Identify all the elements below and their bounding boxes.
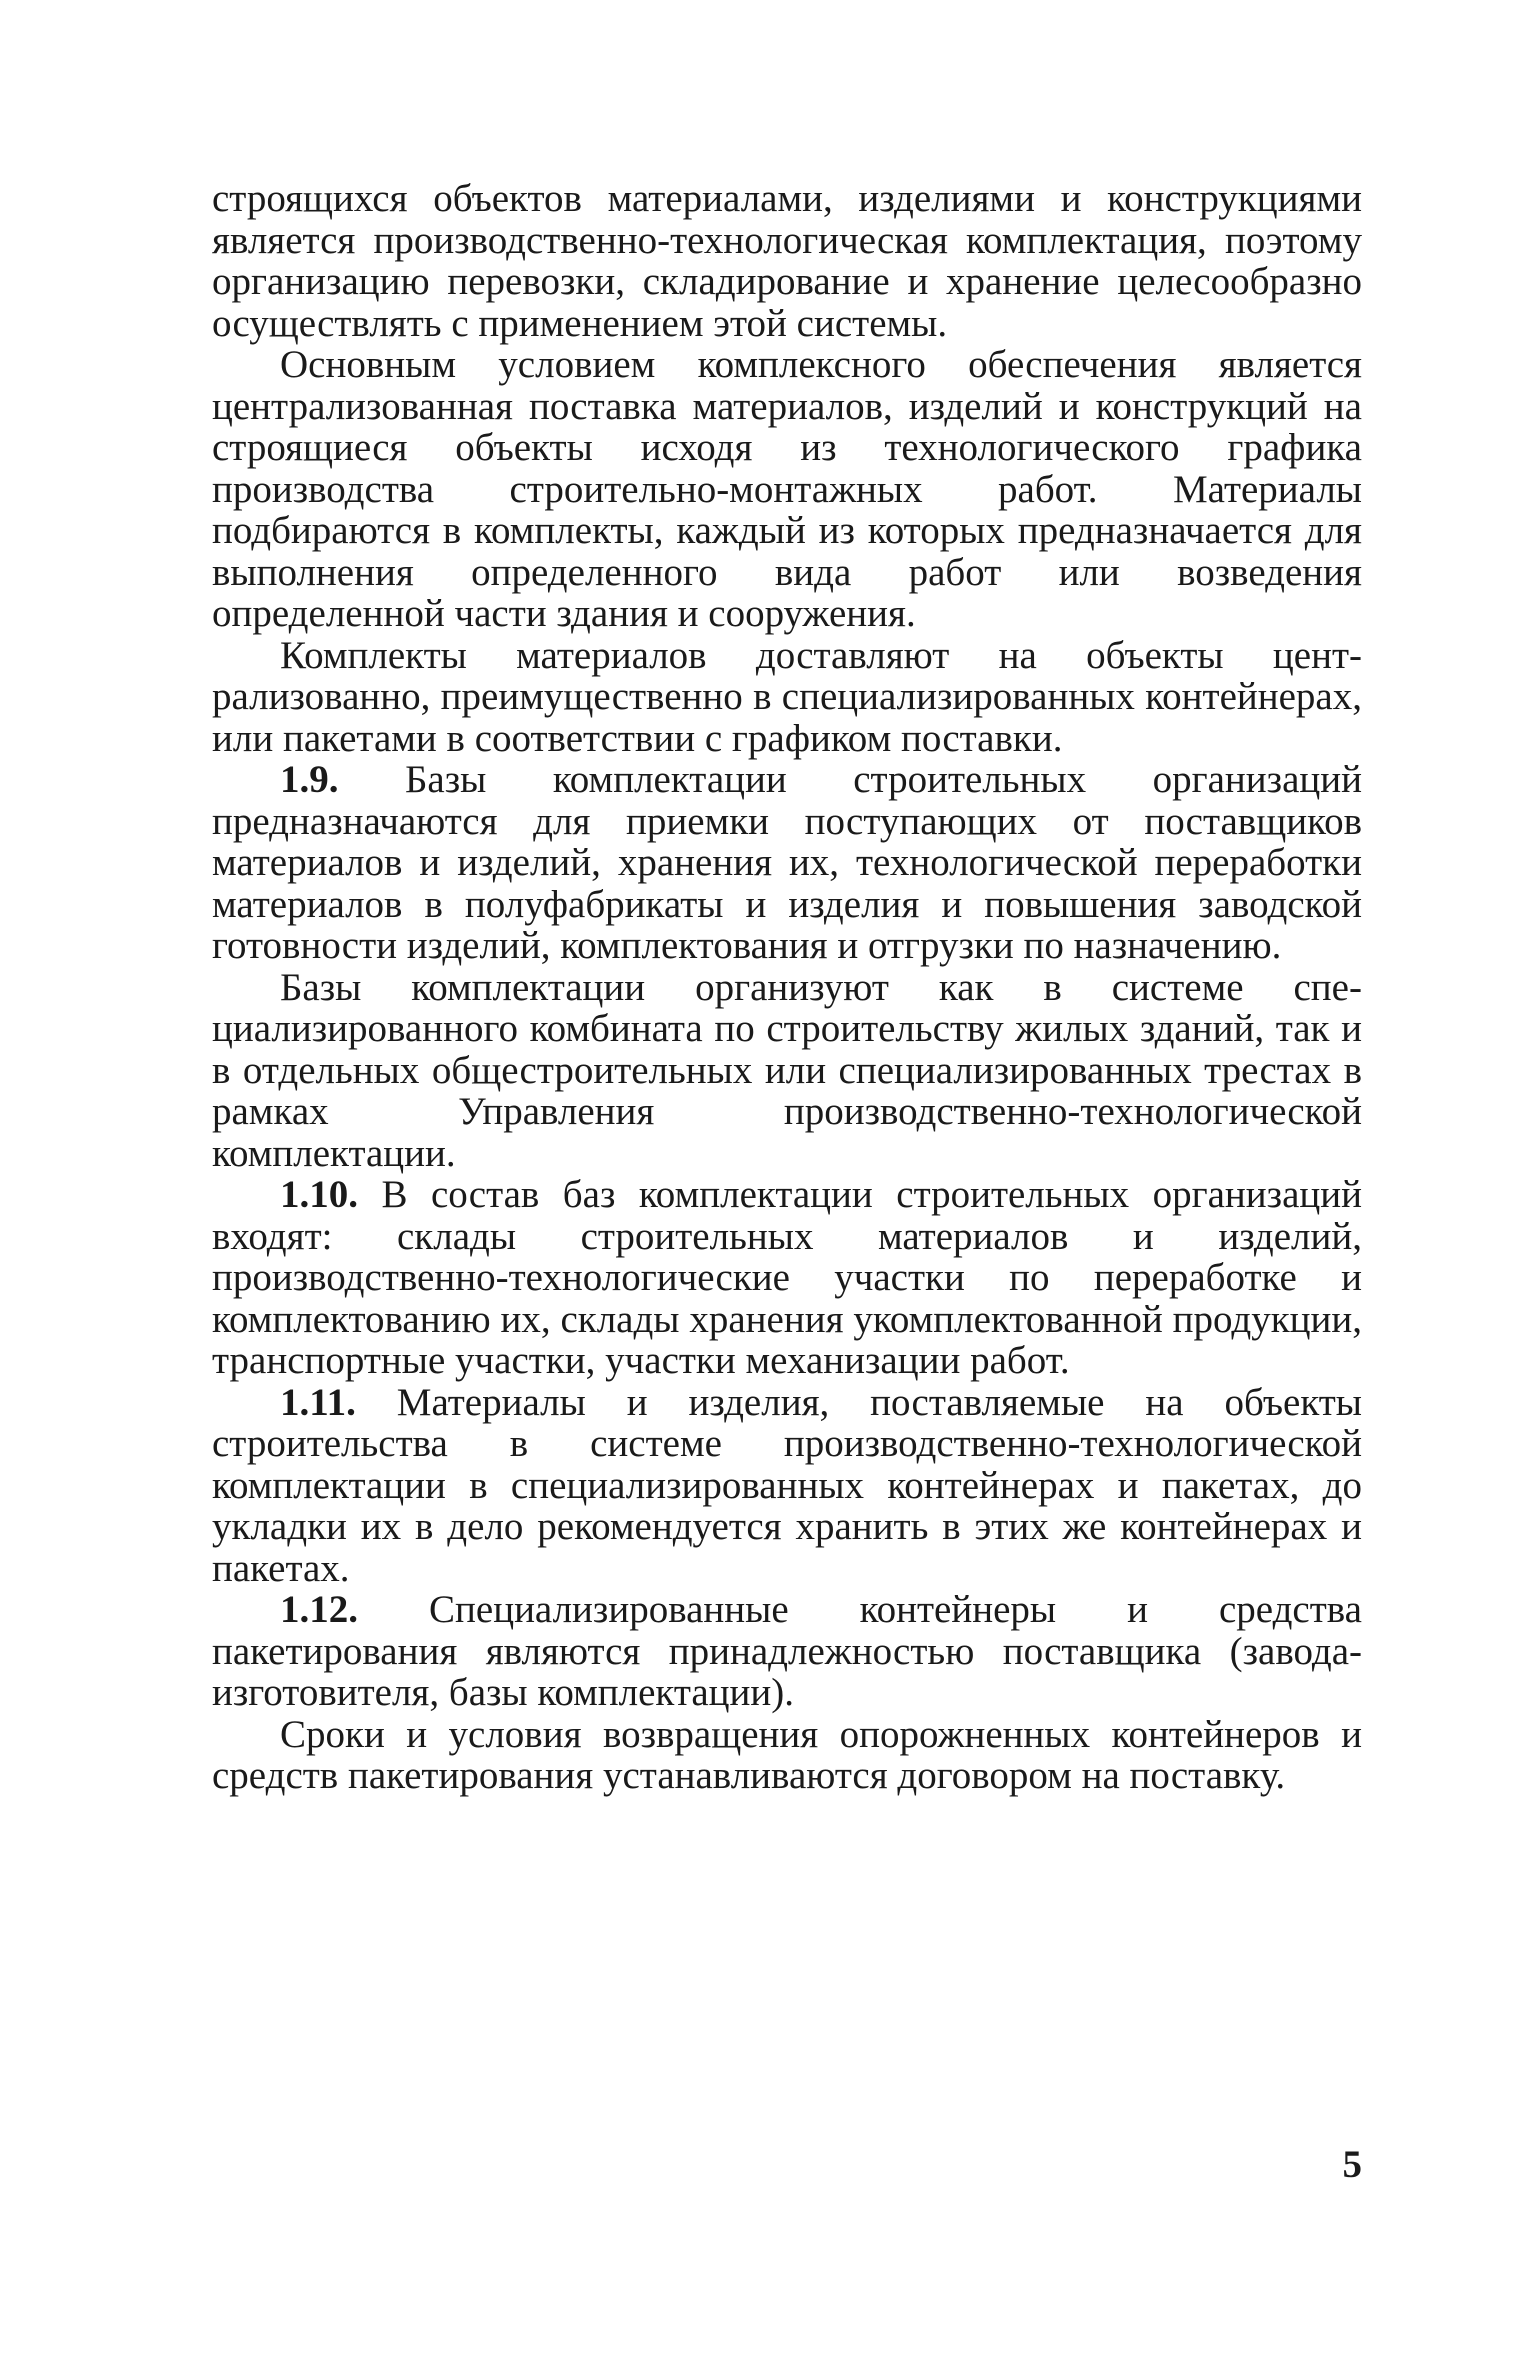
section-1-10 bbox=[212, 1174, 1362, 1382]
section-text: Материалы и изделия, поставляемые на объекты строительства в системе производственно-технологической комплектации в специализированных контейнерах и пакетах, до укладки их в дело рекомендуется хранить в этих же контейнерах и пакетах. bbox=[212, 1380, 1362, 1590]
paragraph-2-text: Основным условием комплексного обеспечения является централизованная поставка материалов, изделий и конструкций на строящиеся объекты исходя из технологического графика производства строительно-монтажных работ. Материалы подбираются в комплекты, каждый из которых предназначается для выполнения определенного вида работ или возведения определенной части здания и сооружения. bbox=[212, 343, 1362, 635]
paragraph-2 bbox=[212, 344, 1362, 635]
paragraph-3-text: Комплекты материалов доставляют на объекты централизованно, преимущественно в специализированных контейнерах, или пакетами в соответствии с графиком поставки. bbox=[212, 633, 1362, 760]
section-1-9 bbox=[212, 759, 1362, 967]
section-number: 1.9. bbox=[280, 758, 339, 801]
section-number: 1.11. bbox=[280, 1380, 356, 1424]
body-text bbox=[212, 178, 1362, 1797]
section-1-12 bbox=[212, 1589, 1362, 1714]
page-number: 5 bbox=[1342, 2143, 1362, 2186]
section-text: Базы комплектации строительных организаций предназначаются для приемки поступающих от поставщиков материалов и изделий, хранения их, технологической переработки материалов в полуфабрикаты и изделия и повышения заводской готовности изделий, комплектования и отгрузки по назначению. bbox=[212, 758, 1362, 967]
paragraph-9 bbox=[212, 1714, 1362, 1797]
paragraph-1-text: строящихся объектов материалами, изделиями и конструкциями является производственно-технологическая комплектация, поэтому организацию перевозки, складирование и хранение целесообразно осуществлять с применением этой системы. bbox=[212, 177, 1362, 345]
section-number: 1.12. bbox=[280, 1588, 358, 1631]
section-number: 1.10. bbox=[280, 1173, 358, 1216]
section-text: В состав баз комплектации строительных организаций входят: склады строительных материалов и изделий, производственно-технологические участки по переработке и комплектованию их, склады хранения укомплектованной продукции, транспортные участки, участки механизации работ. bbox=[212, 1173, 1362, 1382]
section-text: Специализированные контейнеры и средства пакетирования являются принадлежностью поставщика (завода-изготовителя, базы комплектации). bbox=[212, 1588, 1362, 1714]
paragraph-3 bbox=[212, 635, 1362, 760]
paragraph-5 bbox=[212, 967, 1362, 1175]
paragraph-9-text: Сроки и условия возвращения опорожненных контейнеров и средств пакетирования устанавливаются договором на поставку. bbox=[212, 1712, 1362, 1797]
paragraph-5-text: Базы комплектации организуют как в системе специализированного комбината по строительству жилых зданий, так и в отдельных общестроительных или специализированных трестах в рамках Управления производственно-технологической комплектации. bbox=[212, 965, 1362, 1175]
paragraph-1 bbox=[212, 178, 1362, 344]
section-1-11 bbox=[212, 1382, 1362, 1590]
